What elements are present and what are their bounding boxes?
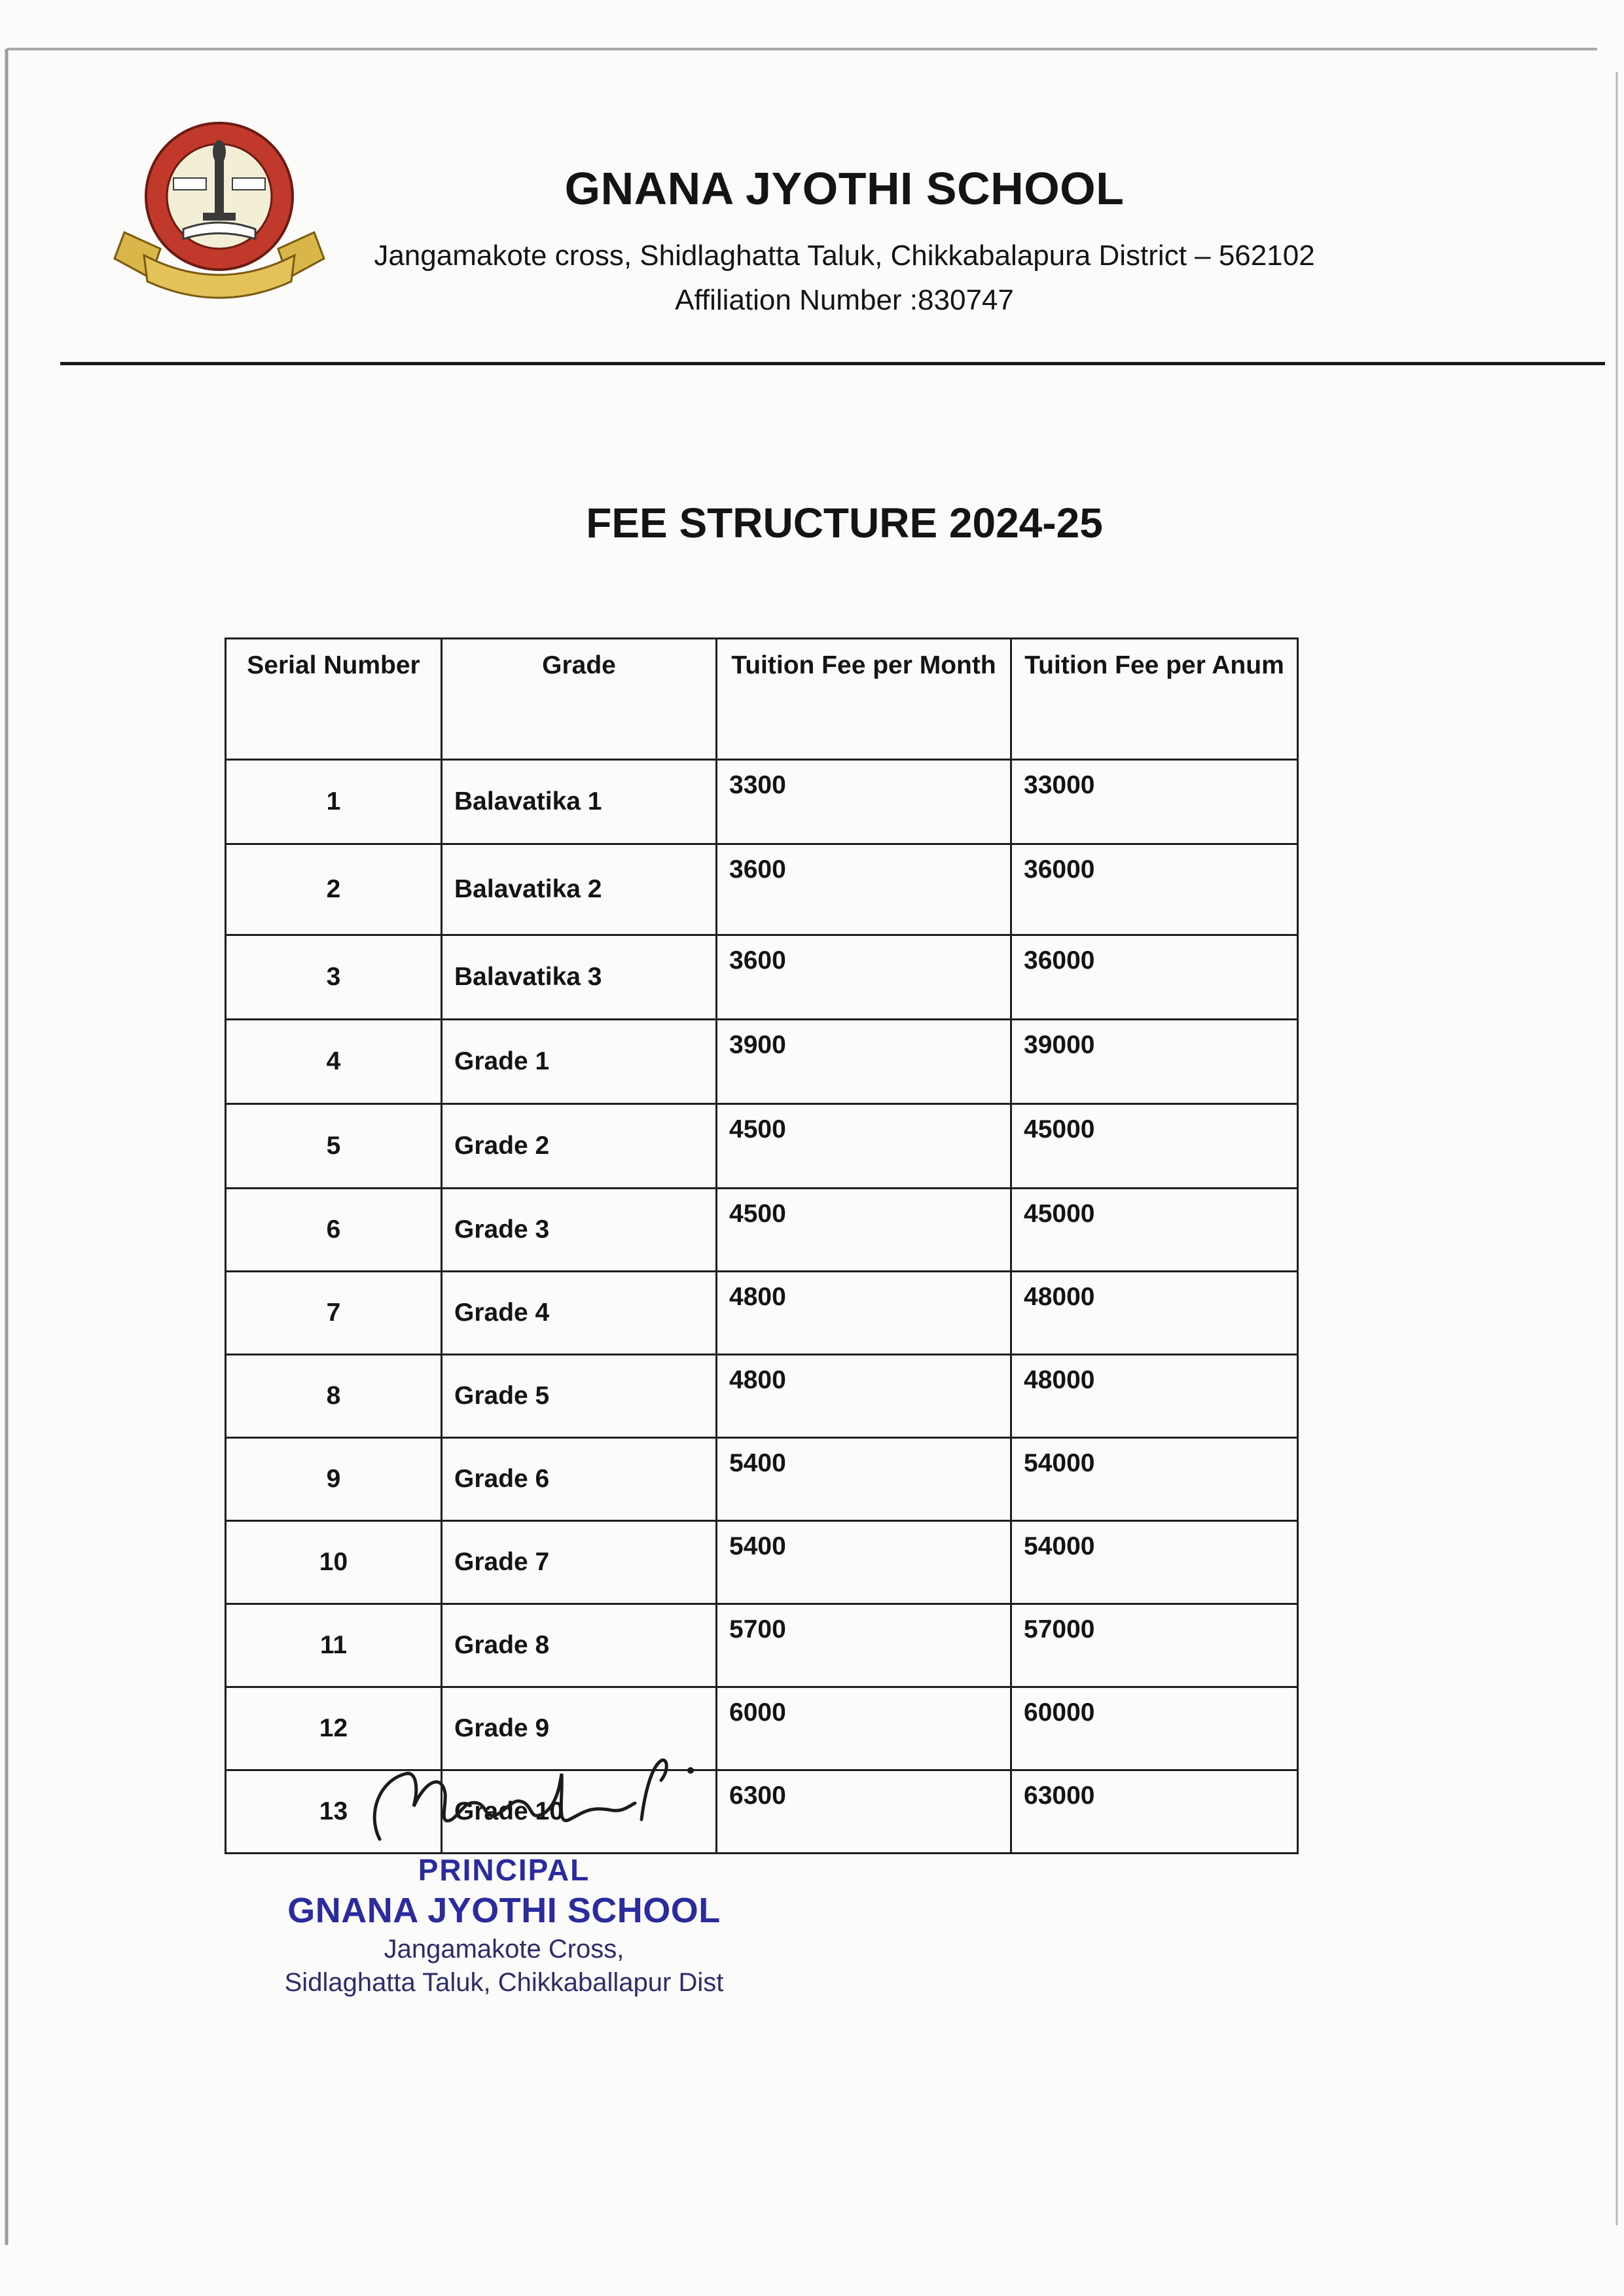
serial-number-cell: 9 <box>226 1438 442 1521</box>
grade-cell: Balavatika 3 <box>442 935 717 1020</box>
annual-fee-cell: 54000 <box>1011 1521 1298 1604</box>
stamp-title: PRINCIPAL <box>418 1853 590 1887</box>
table-row <box>226 1020 1298 1104</box>
stamp-school-name: GNANA JYOTHI SCHOOL <box>287 1891 721 1930</box>
table-row <box>226 1189 1298 1272</box>
annual-fee-cell: 63000 <box>1011 1770 1298 1854</box>
monthly-fee-cell: 4500 <box>717 1104 1011 1189</box>
serial-number-cell: 12 <box>226 1687 442 1770</box>
annual-fee-cell: 39000 <box>1011 1020 1298 1104</box>
grade-cell: Grade 1 <box>442 1020 717 1104</box>
school-emblem-icon <box>111 118 327 314</box>
table-row <box>226 935 1298 1020</box>
serial-number-cell: 7 <box>226 1272 442 1355</box>
grade-cell: Grade 2 <box>442 1104 717 1189</box>
monthly-fee-cell: 4800 <box>717 1355 1011 1438</box>
table-row <box>226 1604 1298 1687</box>
column-header-annual-fee: Tuition Fee per Anum <box>1011 639 1298 760</box>
grade-cell: Grade 4 <box>442 1272 717 1355</box>
school-address: Jangamakote cross, Shidlaghatta Taluk, Chikkabalapura District – 562102 <box>374 240 1315 272</box>
grade-cell: Grade 10 <box>442 1770 717 1854</box>
serial-number-cell: 2 <box>226 844 442 935</box>
annual-fee-cell: 36000 <box>1011 935 1298 1020</box>
annual-fee-cell: 45000 <box>1011 1189 1298 1272</box>
grade-cell: Grade 9 <box>442 1687 717 1770</box>
column-header-grade: Grade <box>442 639 717 760</box>
column-header-monthly-fee: Tuition Fee per Month <box>717 639 1011 760</box>
serial-number-cell: 5 <box>226 1104 442 1189</box>
annual-fee-cell: 33000 <box>1011 760 1298 844</box>
affiliation-number: Affiliation Number :830747 <box>675 284 1014 316</box>
grade-cell: Balavatika 2 <box>442 844 717 935</box>
table-row <box>226 1272 1298 1355</box>
table-row <box>226 760 1298 844</box>
serial-number-cell: 10 <box>226 1521 442 1604</box>
monthly-fee-cell: 3300 <box>717 760 1011 844</box>
serial-number-cell: 1 <box>226 760 442 844</box>
fee-structure-table <box>225 637 1299 1854</box>
document-title: FEE STRUCTURE 2024-25 <box>586 499 1103 547</box>
annual-fee-cell: 36000 <box>1011 844 1298 935</box>
serial-number-cell: 11 <box>226 1604 442 1687</box>
monthly-fee-cell: 4500 <box>717 1189 1011 1272</box>
monthly-fee-cell: 5400 <box>717 1438 1011 1521</box>
monthly-fee-cell: 5700 <box>717 1604 1011 1687</box>
annual-fee-cell: 48000 <box>1011 1272 1298 1355</box>
annual-fee-cell: 57000 <box>1011 1604 1298 1687</box>
stamp-address-line-1: Jangamakote Cross, <box>384 1935 624 1964</box>
monthly-fee-cell: 4800 <box>717 1272 1011 1355</box>
grade-cell: Grade 5 <box>442 1355 717 1438</box>
stamp-address-line-2: Sidlaghatta Taluk, Chikkaballapur Dist <box>284 1968 724 1997</box>
serial-number-cell: 3 <box>226 935 442 1020</box>
monthly-fee-cell: 3600 <box>717 935 1011 1020</box>
serial-number-cell: 4 <box>226 1020 442 1104</box>
grade-cell: Balavatika 1 <box>442 760 717 844</box>
grade-cell: Grade 7 <box>442 1521 717 1604</box>
monthly-fee-cell: 3900 <box>717 1020 1011 1104</box>
annual-fee-cell: 48000 <box>1011 1355 1298 1438</box>
school-name: GNANA JYOTHI SCHOOL <box>564 163 1125 214</box>
serial-number-cell: 6 <box>226 1189 442 1272</box>
table-row <box>226 1521 1298 1604</box>
table-row <box>226 844 1298 935</box>
column-header-serial-number: Serial Number <box>226 639 442 760</box>
table-row <box>226 1355 1298 1438</box>
grade-cell: Grade 6 <box>442 1438 717 1521</box>
annual-fee-cell: 54000 <box>1011 1438 1298 1521</box>
annual-fee-cell: 60000 <box>1011 1687 1298 1770</box>
table-row <box>226 1438 1298 1521</box>
grade-cell: Grade 3 <box>442 1189 717 1272</box>
table-header-row <box>226 639 1298 760</box>
monthly-fee-cell: 6300 <box>717 1770 1011 1854</box>
monthly-fee-cell: 3600 <box>717 844 1011 935</box>
serial-number-cell: 13 <box>226 1770 442 1854</box>
monthly-fee-cell: 5400 <box>717 1521 1011 1604</box>
grade-cell: Grade 8 <box>442 1604 717 1687</box>
annual-fee-cell: 45000 <box>1011 1104 1298 1189</box>
table-row <box>226 1104 1298 1189</box>
principal-stamp <box>236 1852 772 1998</box>
serial-number-cell: 8 <box>226 1355 442 1438</box>
header-divider <box>60 362 1605 365</box>
monthly-fee-cell: 6000 <box>717 1687 1011 1770</box>
